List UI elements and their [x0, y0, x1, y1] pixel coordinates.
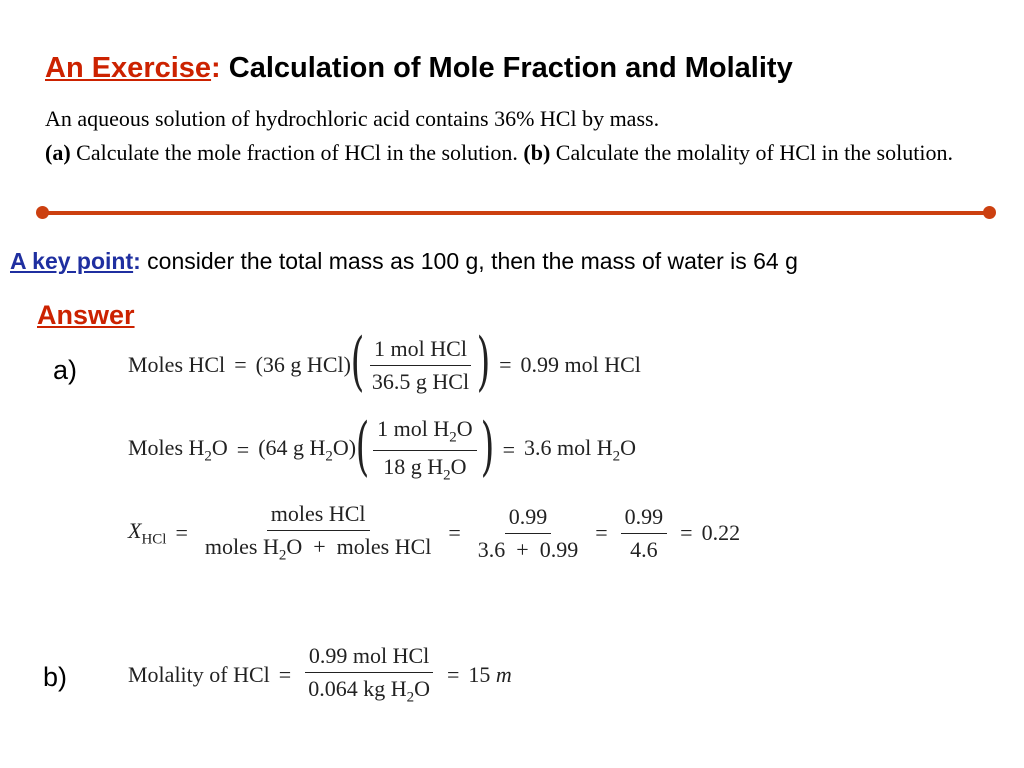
- page-title: [45, 52, 793, 85]
- title-prefix: An Exercise: [45, 52, 212, 84]
- molality-lhs: Molality of HCl: [128, 662, 270, 687]
- eq2-lhs: Moles $H_2O$: [128, 434, 228, 465]
- eq1-result: 0.99 mol HCl: [520, 352, 641, 377]
- divider-dot-right: [983, 206, 996, 219]
- eq2-num: 1 mol $H_2O$: [373, 416, 477, 450]
- eq1-den: 36.5 g HCl: [371, 368, 470, 394]
- eq1-paren-open: (: [350, 325, 365, 399]
- eq1-given: (36 g HCl): [255, 352, 351, 377]
- eq3-equals-2: =: [448, 520, 461, 545]
- eq2-den: 18 g $H_2O$: [383, 453, 467, 483]
- part-a-marker: a): [53, 355, 78, 385]
- eq2-paren-open: (: [355, 410, 370, 484]
- eq3-equals-4: =: [680, 520, 693, 545]
- molality-den: 0.064 kg $H_2O$: [308, 676, 430, 706]
- eq3-var: $X_{HCl}$: [128, 517, 167, 548]
- eq1-conversion-fraction: [368, 336, 473, 395]
- molality-equals-1: =: [278, 662, 292, 687]
- eq3-fraction-2: [474, 504, 582, 563]
- eq1-equals-2: =: [499, 352, 512, 377]
- equation-moles-hcl: [128, 325, 641, 400]
- eq3-result: 0.22: [701, 520, 741, 545]
- eq2-equals: =: [236, 437, 250, 462]
- eq3-f3-num: 0.99: [621, 504, 668, 534]
- equation-molality: [128, 640, 512, 710]
- eq3-equals-3: =: [595, 520, 608, 545]
- eq2-paren-close: ): [480, 410, 494, 484]
- eq3-equals-1: =: [175, 520, 188, 545]
- key-point: [10, 248, 798, 275]
- part-a-label: (a): [45, 140, 71, 165]
- problem-line1: An aqueous solution of hydrochloric acid contains 36% HCl by mass.: [45, 106, 660, 131]
- molality-equals-2: =: [446, 662, 460, 687]
- part-b-label: (b): [523, 140, 551, 165]
- problem-statement: [45, 102, 1005, 170]
- eq2-conversion-fraction: [373, 416, 477, 484]
- divider-dot-left: [36, 206, 49, 219]
- eq3-f2-den: 3.6 + 0.99: [477, 536, 579, 562]
- eq2-equals-2: =: [502, 437, 516, 462]
- part-b-marker: b): [43, 662, 68, 692]
- eq1-equals: =: [234, 352, 247, 377]
- eq3-fraction-3: [621, 504, 668, 563]
- eq2-given: (64 g $H_2O$): [258, 434, 357, 465]
- eq1-paren-close: ): [476, 325, 491, 399]
- key-point-label: A key point:: [10, 248, 141, 274]
- title-colon: :: [211, 52, 221, 84]
- answer-heading: Answer: [37, 300, 135, 330]
- title-text: Calculation of Mole Fraction and Molality: [220, 52, 793, 84]
- equation-mole-fraction: [128, 500, 740, 566]
- key-point-text: consider the total mass as 100 g, then the mass of water is 64 g: [140, 248, 798, 274]
- problem-parts: [45, 136, 1005, 170]
- eq3-f2-num: 0.99: [505, 504, 552, 534]
- part-b-text: Calculate the molality of HCl in the solution.: [550, 140, 953, 165]
- eq2-result: 3.6 mol $H_2O$: [524, 434, 637, 465]
- eq1-num: 1 mol HCl: [370, 336, 471, 366]
- part-a-text: Calculate the mole fraction of HCl in the solution.: [70, 140, 524, 165]
- eq3-f1-den: moles $H_2O$ + moles HCl: [204, 534, 432, 564]
- equation-moles-water: [128, 410, 637, 487]
- molality-fraction: [304, 643, 434, 706]
- eq1-lhs: Moles HCl: [128, 352, 226, 377]
- divider-line: [42, 211, 990, 215]
- molality-result: 15 m: [468, 662, 512, 687]
- eq3-f3-den: 4.6: [630, 536, 658, 562]
- eq3-fraction-1: [201, 501, 435, 564]
- eq3-f1-num: moles HCl: [267, 501, 370, 531]
- molality-num: 0.99 mol HCl: [305, 643, 433, 673]
